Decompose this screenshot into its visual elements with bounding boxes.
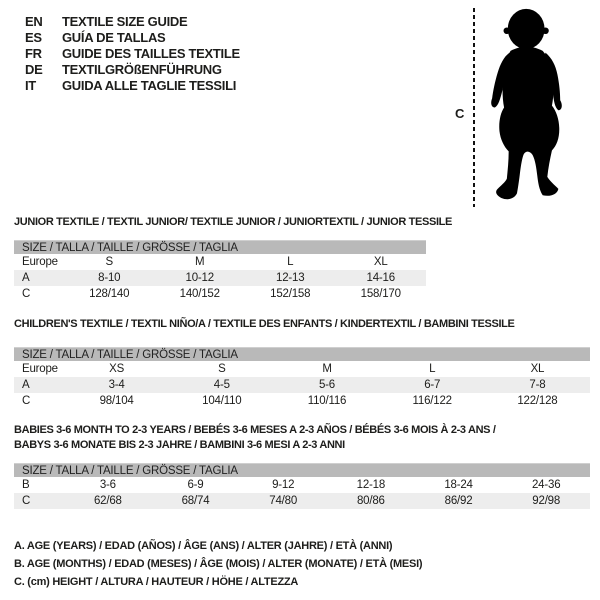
- table-cell: 128/140: [89, 288, 130, 300]
- table-cell: S: [218, 363, 226, 375]
- babies-section-title: [14, 423, 574, 453]
- table-cell: 12-13: [276, 272, 305, 284]
- guide-title-es: GUÍA DE TALLAS: [62, 30, 166, 45]
- table-cell: 3-6: [99, 479, 116, 491]
- table-cell: 6-7: [424, 379, 441, 391]
- language-code: FR: [25, 46, 42, 61]
- guide-title-en: TEXTILE SIZE GUIDE: [62, 14, 188, 29]
- guide-title-it: GUIDA ALLE TAGLIE TESSILI: [62, 78, 237, 93]
- language-header: [25, 14, 240, 94]
- language-code: IT: [25, 78, 36, 93]
- table-cell: 6-9: [187, 479, 204, 491]
- size-header-bar: SIZE / TALLA / TAILLE / GRÖSSE / TAGLIA: [14, 463, 590, 477]
- table-body: [14, 361, 590, 409]
- row-label: C: [22, 395, 31, 407]
- babies-size-table: [14, 463, 590, 509]
- table-cell: 10-12: [185, 272, 214, 284]
- table-cell: 4-5: [213, 379, 230, 391]
- table-cell: 62/68: [93, 495, 122, 507]
- table-row: [14, 254, 426, 270]
- babies-title-line-2: BABYS 3-6 MONATE BIS 2-3 JAHRE / BAMBINI 3-6 MESI A 2-3 ANNI: [14, 439, 345, 451]
- table-row: [14, 377, 590, 393]
- table-cell: 18-24: [444, 479, 473, 491]
- children-size-table: [14, 347, 590, 409]
- table-cell: 8-10: [98, 272, 121, 284]
- toddler-silhouette-icon: [482, 7, 574, 208]
- junior-section-title: JUNIOR TEXTILE / TEXTIL JUNIOR/ TEXTILE JUNIOR / JUNIORTEXTIL / JUNIOR TESSILE: [14, 216, 453, 228]
- guide-title-de: TEXTILGRÖßENFÜHRUNG: [62, 62, 222, 77]
- language-row-en: [25, 14, 240, 30]
- row-label: Europe: [22, 256, 58, 268]
- guide-title-fr: GUIDE DES TAILLES TEXTILE: [62, 46, 240, 61]
- row-label: A: [22, 379, 30, 391]
- table-row: [14, 477, 590, 493]
- junior-size-table: [14, 240, 426, 302]
- table-body: [14, 477, 590, 509]
- children-section-title: CHILDREN'S TEXTILE / TEXTIL NIÑO/A / TEXTILE DES ENFANTS / KINDERTEXTIL / BAMBINI TESSILE: [14, 318, 515, 330]
- language-row-fr: [25, 46, 240, 62]
- table-row: [14, 393, 590, 409]
- height-measure-label: C: [455, 106, 465, 121]
- row-label: B: [22, 479, 30, 491]
- footnote-b: B. AGE (MONTHS) / EDAD (MESES) / ÂGE (MOIS) / ALTER (MONATE) / ETÀ (MESI): [14, 558, 423, 570]
- table-cell: 104/110: [202, 395, 242, 407]
- table-cell: L: [287, 256, 294, 268]
- table-cell: 5-6: [318, 379, 336, 391]
- table-row: [14, 270, 426, 286]
- babies-title-line-1: BABIES 3-6 MONTH TO 2-3 YEARS / BEBÉS 3-6 MESES A 2-3 AÑOS / BÉBÉS 3-6 MOIS À 2-3 ANS /: [14, 424, 496, 436]
- table-cell: 140/152: [179, 288, 220, 300]
- language-row-es: [25, 30, 240, 46]
- language-code: EN: [25, 14, 43, 29]
- table-cell: M: [195, 256, 205, 268]
- table-cell: S: [105, 256, 113, 268]
- table-body: [14, 254, 426, 302]
- table-cell: 122/128: [517, 395, 558, 407]
- table-cell: 9-12: [272, 479, 295, 491]
- language-row-de: [25, 62, 240, 78]
- table-cell: 24-36: [531, 479, 561, 491]
- table-cell: 116/122: [412, 395, 452, 407]
- table-cell: 152/158: [270, 288, 311, 300]
- table-cell: XS: [109, 363, 125, 375]
- size-header-bar: SIZE / TALLA / TAILLE / GRÖSSE / TAGLIA: [14, 240, 426, 254]
- row-label: C: [22, 495, 31, 507]
- table-cell: 80/86: [356, 495, 385, 507]
- row-label: A: [22, 272, 30, 284]
- table-cell: 68/74: [181, 495, 210, 507]
- table-cell: 74/80: [269, 495, 298, 507]
- table-cell: 7-8: [529, 379, 546, 391]
- language-code: DE: [25, 62, 43, 77]
- table-cell: 158/170: [360, 288, 401, 300]
- table-cell: XL: [530, 363, 545, 375]
- table-cell: 86/92: [444, 495, 473, 507]
- table-row: [14, 493, 590, 509]
- table-cell: 110/116: [307, 395, 347, 407]
- table-cell: L: [429, 363, 436, 375]
- language-code: ES: [25, 30, 42, 45]
- row-label: C: [22, 288, 31, 300]
- footnote-a: A. AGE (YEARS) / EDAD (AÑOS) / ÂGE (ANS) / ALTER (JAHRE) / ETÀ (ANNI): [14, 540, 393, 552]
- table-cell: 3-4: [108, 379, 125, 391]
- height-measure-dashed-line: [473, 8, 475, 207]
- language-row-it: [25, 78, 240, 94]
- table-cell: 98/104: [99, 395, 134, 407]
- table-cell: XL: [373, 256, 388, 268]
- footnotes: [14, 537, 422, 591]
- table-row: [14, 361, 590, 377]
- table-row: [14, 286, 426, 302]
- table-cell: 92/98: [532, 495, 561, 507]
- size-header-bar: SIZE / TALLA / TAILLE / GRÖSSE / TAGLIA: [14, 347, 590, 361]
- table-cell: M: [322, 363, 332, 375]
- row-label: Europe: [22, 363, 58, 375]
- footnote-c: C. (cm) HEIGHT / ALTURA / HAUTEUR / HÖHE / ALTEZZA: [14, 576, 299, 588]
- table-cell: 14-16: [366, 272, 395, 284]
- table-cell: 12-18: [356, 479, 386, 491]
